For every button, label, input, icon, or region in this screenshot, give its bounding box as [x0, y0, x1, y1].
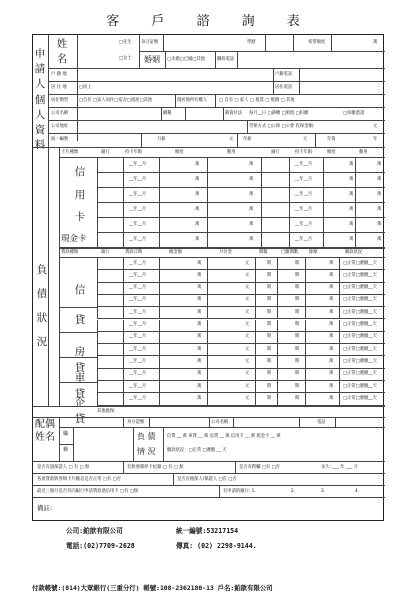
wan-unit: 萬 — [329, 297, 334, 303]
payment-status-header: 繳款狀況 — [345, 250, 363, 255]
wan-unit: 萬 — [195, 192, 200, 197]
yuan-unit: 元 — [245, 334, 250, 340]
paid-terms-unit: 期 — [295, 383, 300, 389]
paid-terms-header: 已繳期數 — [281, 250, 299, 255]
forced-card-stop-question[interactable]: 有無強制停卡紀錄 □ 有 □ 無 — [127, 465, 184, 470]
paid-terms-unit: 期 — [295, 309, 300, 315]
wan-unit: 萬 — [329, 395, 334, 401]
term-unit: 期 — [267, 272, 272, 278]
yuan-unit: 元 — [245, 383, 250, 389]
wan-unit: 萬 — [329, 285, 334, 291]
payment-status-field[interactable]: □正常□遲繳__天 — [343, 346, 377, 352]
wan-unit: 萬 — [195, 222, 200, 227]
wan-unit: 萬 — [249, 177, 254, 182]
loan-date-field[interactable]: __年__月 — [129, 297, 147, 303]
paid-terms-unit: 期 — [295, 346, 300, 352]
wan-unit: 萬 — [249, 162, 254, 167]
wan-unit: 萬 — [195, 237, 200, 242]
paid-terms-unit: 期 — [295, 322, 300, 327]
used-header: 動用 — [227, 150, 236, 155]
yuan-unit: 元 — [245, 260, 250, 266]
yuan-unit: 元 — [245, 322, 250, 327]
bank-number-3: 3. — [321, 489, 326, 494]
education-label: 學歷 — [247, 40, 256, 45]
wan-unit: 萬 — [329, 309, 334, 315]
yuan-unit: 元 — [245, 395, 250, 401]
payment-status-field[interactable]: □正常□遲繳__天 — [343, 297, 377, 303]
term-unit: 期 — [267, 260, 272, 266]
term-unit: 期 — [267, 309, 272, 315]
wan-unit: 萬 — [197, 383, 202, 389]
living-phone-label: 居住電話 — [275, 85, 293, 90]
wan-unit: 萬 — [349, 192, 354, 197]
guarantor-question[interactable]: 是否有擔保人/保證人 □有 □否 — [177, 477, 237, 482]
position-label: 職稱 — [163, 111, 172, 116]
spouse-debt-amounts: 信貸 __ 萬 車貸 __ 萬 房貸 __ 萬 信用卡 __ 萬 現金卡 __ 萬 — [167, 434, 281, 439]
footer-tax-id: 統一編號:53217154 — [176, 527, 239, 535]
form-title: 客 戶 諮 詢 表 — [106, 14, 314, 29]
wan-unit: 萬 — [377, 192, 382, 197]
spouse-payment-status[interactable]: 繳款狀況：□正常 □遲繳 __ 天 — [167, 448, 227, 453]
wan-unit: 萬 — [349, 177, 354, 182]
card-row[interactable] — [59, 233, 385, 248]
yuan-unit: 元 — [245, 272, 250, 278]
wan-unit: 萬 — [197, 322, 202, 327]
term-unit: 期 — [267, 322, 272, 327]
yuan-unit: 元 — [373, 124, 378, 129]
wan-unit: 萬 — [249, 192, 254, 197]
monthly-payment-header: 月付金 — [219, 250, 232, 255]
wan-unit: 萬 — [195, 177, 200, 182]
spouse-company-label: 公司名稱 — [211, 420, 229, 425]
limit-header: 額度 — [175, 150, 184, 155]
male-checkbox[interactable]: □先生 — [119, 40, 132, 45]
term-unit: 期 — [267, 346, 272, 352]
yuan-unit: 元 — [245, 358, 250, 364]
card-type-header: 卡片種類 — [61, 150, 79, 155]
wan-unit: 萬 — [197, 334, 202, 340]
yuan-unit: 元 — [229, 137, 234, 142]
registered-phone-label: 戶籍電話 — [275, 72, 293, 77]
total-amount-header: 總金額 — [169, 250, 182, 255]
wan-unit: 萬 — [377, 177, 382, 182]
wan-unit: 萬 — [197, 309, 202, 315]
id-number-label: 身分証號 — [141, 40, 159, 45]
payment-status-field[interactable]: □正常□遲繳__天 — [343, 309, 377, 315]
card-years-field[interactable]: __年__月 — [129, 162, 147, 167]
footer-phone: 電話:(02)7709-2628 — [66, 542, 135, 550]
loan-date-field[interactable]: __年__月 — [129, 285, 147, 291]
term-unit: 期 — [267, 297, 272, 303]
wan-unit: 萬 — [249, 222, 254, 227]
yuan-unit: 元 — [245, 285, 250, 291]
tax-id-label: 統一編號 — [51, 137, 69, 142]
card-years-header: 持卡年限 — [125, 150, 143, 155]
wan-unit: 萬 — [349, 222, 354, 227]
monthly-salary-label: 月薪 — [157, 137, 166, 142]
annual-salary-label: 年薪 — [243, 137, 252, 142]
paid-terms-unit: 期 — [295, 297, 300, 303]
wan-unit: 萬 — [329, 260, 334, 266]
wan-unit: 萬 — [329, 272, 334, 278]
paid-terms-unit: 期 — [295, 260, 300, 266]
marriage-options[interactable]: □未婚□已婚□其他 — [167, 57, 205, 62]
wan-unit: 萬 — [349, 207, 354, 212]
wan-unit: 萬 — [349, 237, 354, 242]
wan-unit: 萬 — [377, 207, 382, 212]
yuan-unit: 元 — [245, 346, 250, 352]
wan-unit: 萬 — [195, 162, 200, 167]
applied-banks-label: 有申請的銀行: 1. — [223, 489, 256, 494]
wan-unit: 萬 — [195, 207, 200, 212]
loan-date-field[interactable]: __年__月 — [129, 334, 147, 340]
payment-normal-question[interactable]: 各項貸款與各類卡片繳息是否正常 □有 □否 — [37, 477, 121, 482]
remarks-label: 備註: — [37, 504, 53, 512]
wan-unit: 萬 — [329, 322, 334, 327]
wan-unit: 萬 — [249, 207, 254, 212]
wan-unit: 萬 — [249, 237, 254, 242]
cash-card-label: 現金卡 — [61, 234, 87, 244]
recent-application-question[interactable]: 最近三個月是否有向銀行申請貸款過信用卡 □有 □無 — [37, 489, 139, 494]
payment-status-field[interactable]: □正常□遲繳__天 — [343, 272, 377, 278]
name-label: 姓 名 — [56, 38, 68, 66]
loan-date-field[interactable]: __年__月 — [129, 358, 147, 364]
consultation-form — [32, 34, 384, 521]
house-owner-options[interactable]: □ 自有 □ 家人 □ 租賃 □ 配偶 □ 其他 — [219, 98, 295, 103]
card-years-field[interactable]: __年__月 — [295, 192, 313, 197]
footer-company: 公司:鉑歆有限公司 — [66, 527, 123, 535]
payment-status-field[interactable]: □正常□遲繳__天 — [343, 383, 377, 389]
wan-unit: 萬 — [197, 285, 202, 291]
payment-status-field[interactable]: □正常□遲繳__天 — [343, 285, 377, 291]
spouse-job-label: 職 — [63, 431, 69, 437]
spouse-title-label: 稱 — [63, 447, 69, 453]
company-name-label: 公司名稱 — [51, 111, 69, 116]
card-years-field[interactable]: __年__月 — [295, 162, 313, 167]
spouse-id-label: 身分證號 — [127, 420, 145, 425]
wan-unit: 萬 — [329, 334, 334, 340]
loan-date-field[interactable]: __年__月 — [129, 260, 147, 266]
bank-number-4: 4. — [355, 489, 360, 494]
desired-amount-label: 希望額度 — [308, 40, 326, 45]
card-years-field[interactable]: __年__月 — [129, 222, 147, 227]
loan-date-field[interactable]: __年__月 — [129, 322, 147, 327]
term-header: 期數 — [259, 250, 268, 255]
applicant-section-label: 申 請 人 個 人 資 料 — [34, 48, 46, 152]
paid-terms-unit: 期 — [295, 285, 300, 291]
term-unit: 期 — [267, 395, 272, 401]
female-checkbox[interactable]: □女士 — [119, 56, 132, 61]
salary-options[interactable]: 每月__日 □薪轉 □領現 □扣繳 — [249, 111, 309, 116]
card-years-field[interactable]: __年__月 — [295, 207, 313, 212]
bank-header: 銀行 — [101, 150, 110, 155]
duration-field[interactable]: 多久: ___ 年 ___ 月 — [321, 465, 358, 470]
loan-date-field[interactable]: __年__月 — [129, 371, 147, 377]
loan-date-field[interactable]: __年__月 — [129, 346, 147, 352]
loan-date-field[interactable]: __年__月 — [129, 272, 147, 278]
term-unit: 期 — [267, 358, 272, 364]
card-years-field[interactable]: __年__月 — [129, 177, 147, 182]
marriage-label: 婚姻 — [144, 55, 160, 64]
car-loan-label: 車 貸 — [74, 372, 86, 401]
yuan-unit: 元 — [245, 309, 250, 315]
loan-type-header: 貸款種類 — [61, 250, 79, 255]
business-loan-label: 企 貸 — [74, 397, 86, 426]
salary-method-label: 薪資付法 — [225, 111, 243, 116]
spouse-name-label: 配偶 姓名 — [35, 419, 55, 443]
card-years-field[interactable]: __年__月 — [295, 237, 313, 242]
footer-bank-account: 付款帳號:(814)大眾銀行(三重分行) 帳號:108-2362180-13 戶名:鉑歆有限公司 — [32, 584, 273, 592]
balance-header: 餘額 — [309, 250, 318, 255]
payment-status-field[interactable]: □正常□遲繳__天 — [343, 322, 377, 327]
paid-terms-unit: 期 — [295, 371, 300, 377]
paid-terms-unit: 期 — [295, 334, 300, 340]
paid-terms-unit: 期 — [295, 395, 300, 401]
term-unit: 期 — [267, 371, 272, 377]
house-owner-label: 現居地所有權人 — [177, 98, 208, 103]
paid-terms-unit: 期 — [295, 358, 300, 364]
credit-loan-label: 信 貸 — [74, 284, 86, 327]
company-address-label: 公司地址 — [51, 124, 69, 129]
card-years-field[interactable]: __年__月 — [129, 207, 147, 212]
seniority-label: 年資 — [327, 137, 336, 142]
loan-date-field[interactable]: __年__月 — [129, 395, 147, 401]
wan-unit: 萬 — [329, 371, 334, 377]
wan-unit: 萬 — [197, 272, 202, 278]
wan-unit: 萬 — [329, 358, 334, 364]
term-unit: 期 — [267, 285, 272, 291]
loan-date-field[interactable]: __年__月 — [129, 383, 147, 389]
term-unit: 期 — [267, 334, 272, 340]
house-loan-label: 房 貸 — [74, 346, 86, 375]
labor-insurance-options[interactable]: 勞保方式 □公保 □公會 投保金額: — [249, 124, 315, 129]
limit-header: 額度 — [327, 150, 336, 155]
contact-phone-label: 聯絡電話 — [217, 57, 235, 62]
wan-unit: 萬 — [197, 297, 202, 303]
guarantor-history-question[interactable]: 是否有過保證人 □ 有 □ 無 — [37, 465, 90, 470]
spouse-debt-label-2: 情 況 — [137, 447, 156, 456]
card-years-field[interactable]: __年__月 — [129, 192, 147, 197]
amount-unit: 萬 — [373, 40, 378, 45]
registered-address-label: 戶 籍 地 — [51, 72, 67, 77]
wan-unit: 萬 — [349, 162, 354, 167]
payment-status-field[interactable]: □正常□遲繳__天 — [343, 260, 377, 266]
payment-status-field[interactable]: □正常□遲繳__天 — [343, 371, 377, 377]
bank-header: 銀行 — [101, 250, 110, 255]
bank-header: 銀行 — [271, 150, 280, 155]
wan-unit: 萬 — [329, 346, 334, 352]
card-years-header: 持卡年限 — [295, 150, 313, 155]
debt-section-label: 負 債 狀 況 — [36, 264, 48, 349]
housing-type-label: 居住類型 — [51, 98, 69, 103]
loan-date-field[interactable]: __年__月 — [129, 309, 147, 315]
wan-unit: 萬 — [377, 222, 382, 227]
wan-unit: 萬 — [377, 162, 382, 167]
wan-unit: 萬 — [197, 395, 202, 401]
wan-unit: 萬 — [377, 237, 382, 242]
spouse-phone-label: 電話 — [317, 420, 326, 425]
footer-fax: 傳真: (02) 2298-9144. — [176, 542, 257, 550]
wan-unit: 萬 — [197, 358, 202, 364]
wan-unit: 萬 — [197, 346, 202, 352]
yuan-unit: 元 — [245, 371, 250, 377]
same-as-above-checkbox[interactable]: □同上 — [79, 85, 92, 90]
payment-status-field[interactable]: □正常□遲繳__天 — [343, 395, 377, 401]
term-unit: 期 — [267, 383, 272, 389]
used-header: 動用 — [359, 150, 368, 155]
payment-status-field[interactable]: □正常□遲繳__天 — [343, 334, 377, 340]
card-years-field[interactable]: __年__月 — [295, 177, 313, 182]
wan-unit: 萬 — [329, 383, 334, 389]
bank-number-2: 2. — [291, 489, 296, 494]
cross-column-question[interactable]: 是否有跨欄 □有 □否 — [239, 465, 280, 470]
credit-card-label: 信 用 卡 — [74, 166, 86, 224]
wan-unit: 萬 — [197, 260, 202, 266]
card-years-field[interactable]: __年__月 — [129, 237, 147, 242]
spouse-debt-label-1: 負 債 — [137, 432, 156, 441]
yuan-unit: 元 — [245, 297, 250, 303]
housing-type-options[interactable]: □自住 □家人同住□宿舍□租屋□其他 — [79, 98, 153, 103]
paid-terms-unit: 期 — [295, 272, 300, 278]
wan-unit: 萬 — [197, 371, 202, 377]
card-years-field[interactable]: __年__月 — [295, 222, 313, 227]
withholding-proof-checkbox[interactable]: □扣繳憑證 — [343, 111, 365, 116]
other-guarantee-label: 其他擔保: — [97, 409, 116, 414]
yuan-unit: 元 — [303, 137, 308, 142]
payment-status-field[interactable]: □正常□遲繳__天 — [343, 358, 377, 364]
living-address-label: 居 住 地 — [51, 85, 67, 90]
loan-date-header: 貸款日期 — [125, 250, 143, 255]
year-unit: 年 — [373, 137, 378, 142]
